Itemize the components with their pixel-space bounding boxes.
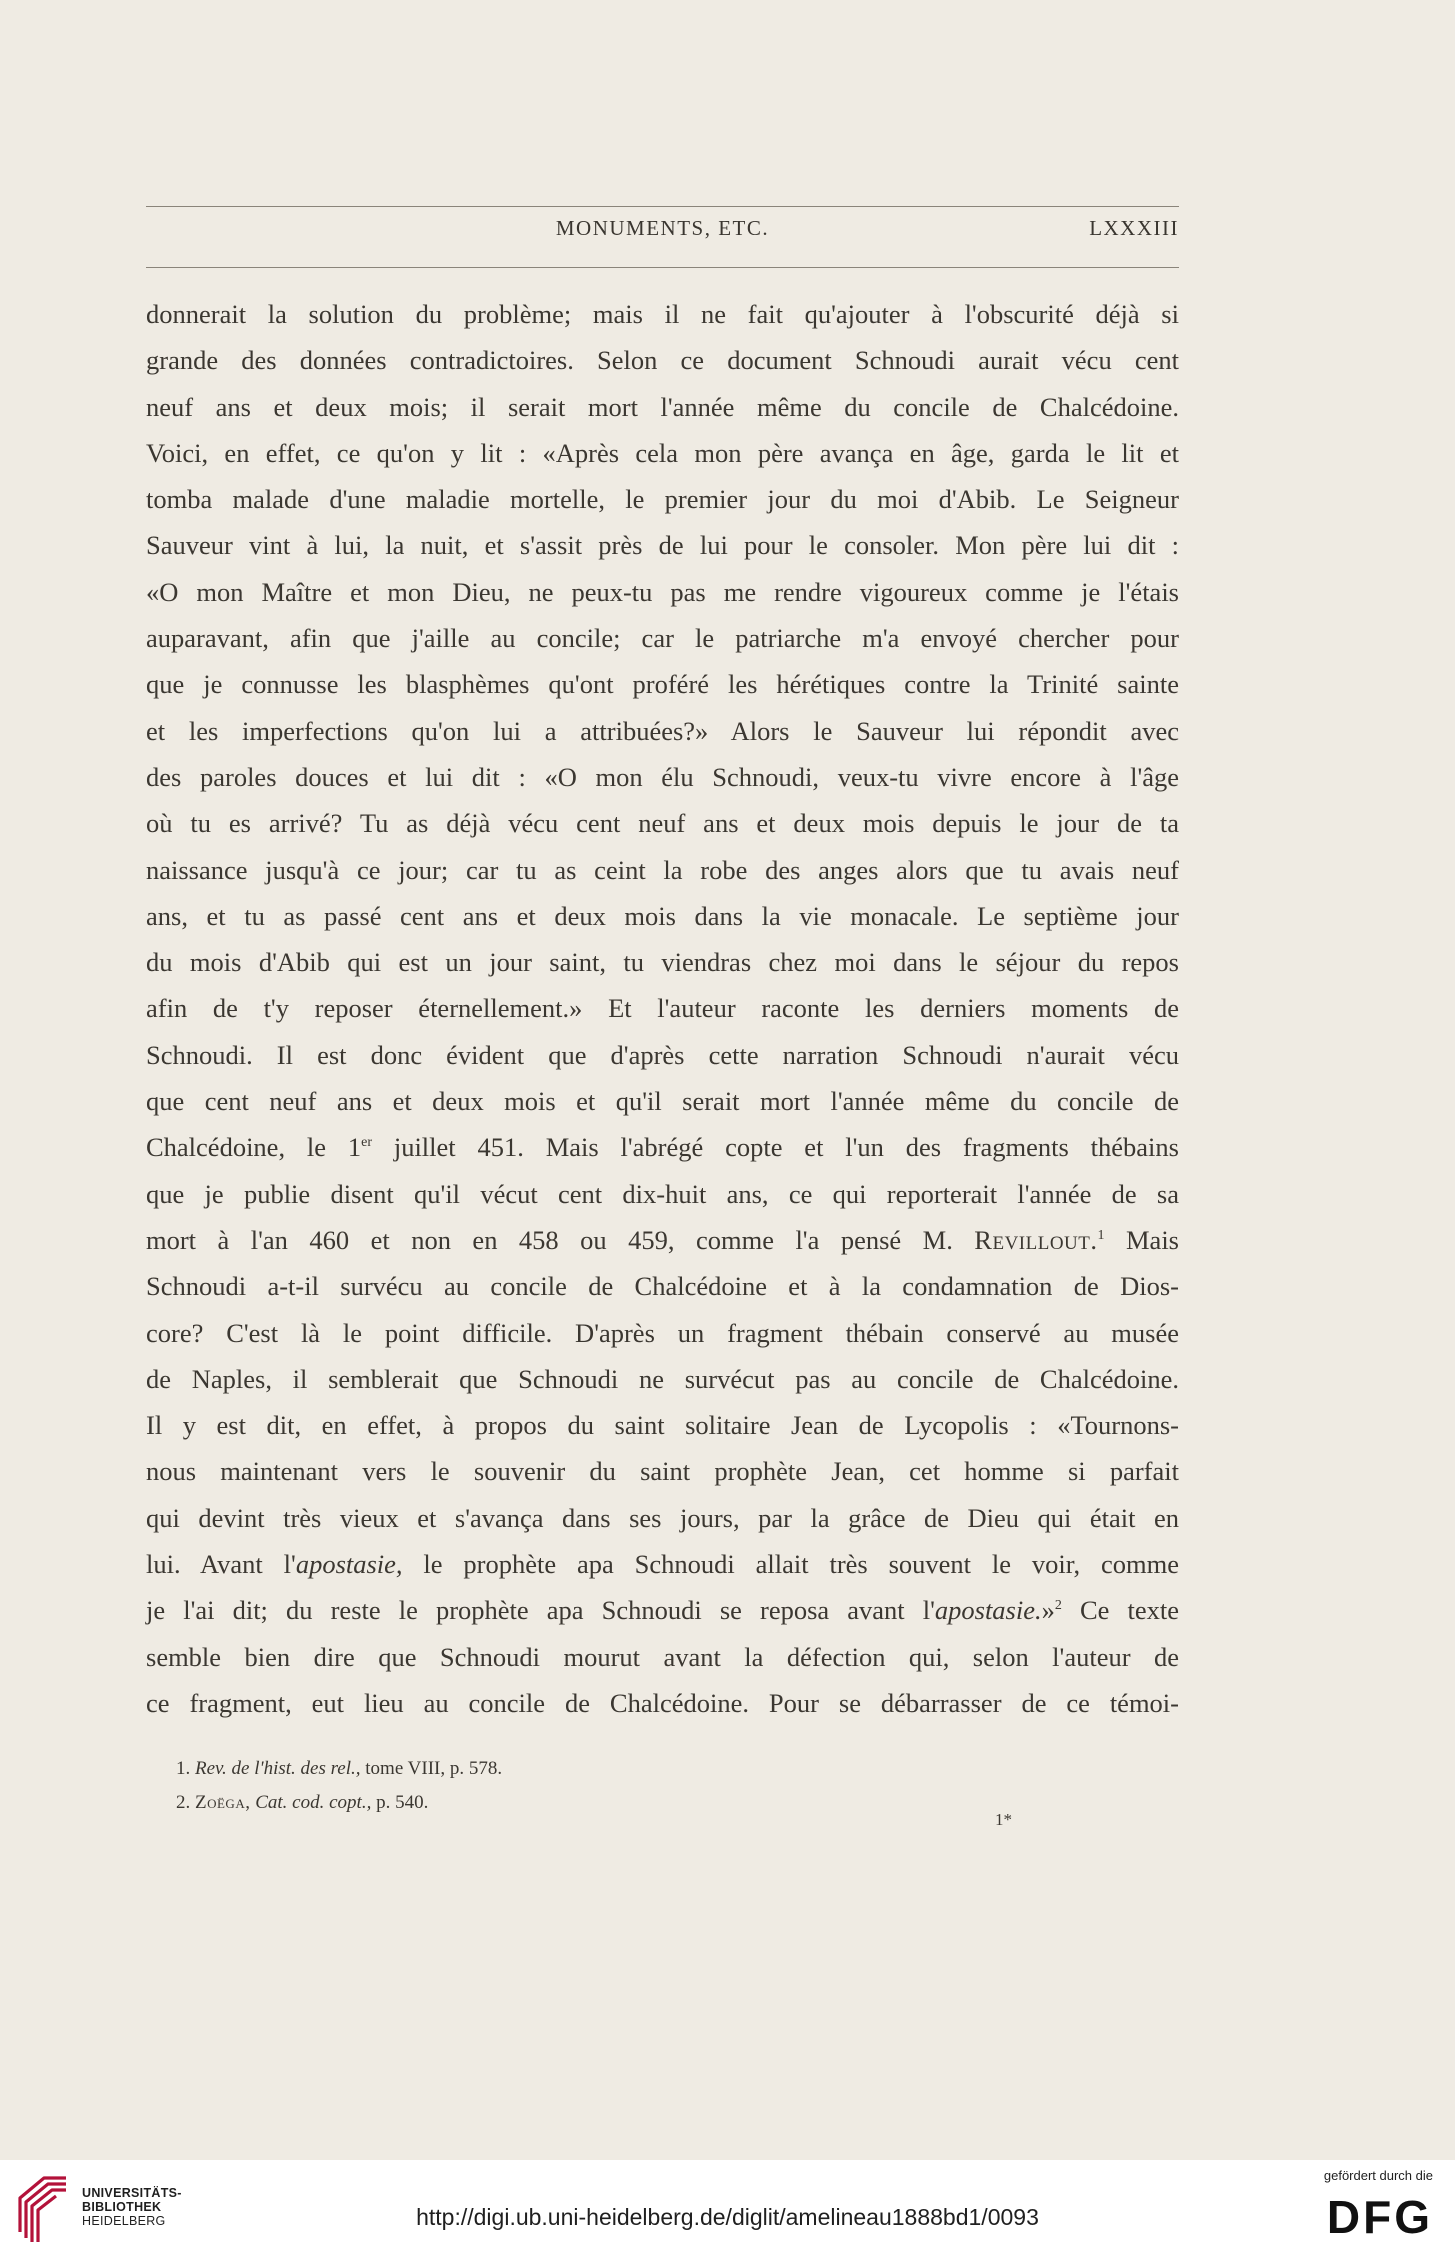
footnote-number: 1. <box>176 1758 195 1779</box>
running-title: MONUMENTS, ETC. <box>555 216 770 240</box>
text-line: grande des données contradictoires. Selon ce document Schnoudi aurait vécu cent <box>146 345 1179 376</box>
text-line: auparavant, afin que j'aille au concile; car le patriarche m'a envoyé chercher pour <box>146 623 1179 654</box>
text-fragment: lui. Avant l' <box>146 1549 296 1580</box>
text-line: Schnoudi. Il est donc évident que d'après cette narration Schnoudi n'aurait vécu <box>146 1039 1179 1070</box>
text-line: que cent neuf ans et deux mois et qu'il serait mort l'année même du concile de <box>146 1086 1179 1117</box>
text-line <box>146 1217 1179 1263</box>
library-name-line: UNIVERSITÄTS- <box>82 2186 182 2200</box>
text-line: Voici, en effet, ce qu'on y lit : «Après cela mon père avança en âge, garda le lit et <box>146 437 1179 468</box>
footnotes <box>176 1752 1176 1820</box>
text-line: des paroles douces et lui dit : «O mon élu Schnoudi, veux-tu vivre encore à l'âge <box>146 761 1179 792</box>
author-name-small-caps: Revillout. <box>974 1224 1098 1255</box>
text-line: que je publie disent qu'il vécut cent dix-huit ans, ce qui reporterait l'année de sa <box>146 1178 1179 1209</box>
text-line: neuf ans et deux mois; il serait mort l'année même du concile de Chalcédoine. <box>146 391 1179 422</box>
text-line: de Naples, il semblerait que Schnoudi ne survécut pas au concile de Chalcédoine. <box>146 1363 1179 1394</box>
library-name-line: BIBLIOTHEK <box>82 2200 162 2214</box>
text-fragment: juillet 451. Mais l'abrégé copte et l'un des fragments thébains <box>372 1132 1179 1163</box>
footnote-ref-1: 1 <box>1097 1228 1105 1244</box>
text-line <box>146 1124 1179 1170</box>
text-line: Sauveur vint à lui, la nuit, et s'assit près de lui pour le consoler. Mon père lui dit : <box>146 530 1179 561</box>
text-line: et les imperfections qu'on lui a attribuées?» Alors le Sauveur lui répondit avec <box>146 715 1179 746</box>
text-line: nous maintenant vers le souvenir du saint prophète Jean, cet homme si parfait <box>146 1456 1179 1487</box>
text-line: que je connusse les blasphèmes qu'ont proféré les hérétiques contre la Trinité sainte <box>146 669 1179 700</box>
closing-quote: » <box>1041 1595 1055 1626</box>
footnote-detail: tome VIII, p. 578. <box>360 1758 503 1779</box>
text-line: tomba malade d'une maladie mortelle, le premier jour du moi d'Abib. Le Seigneur <box>146 484 1179 515</box>
text-line: afin de t'y reposer éternellement.» Et l'auteur raconte les derniers moments de <box>146 993 1179 1024</box>
text-line: ce fragment, eut lieu au concile de Chalcédoine. Pour se débarrasser de ce témoi- <box>146 1687 1179 1718</box>
footnote-author: Zoëga, <box>195 1792 251 1813</box>
text-line: où tu es arrivé? Tu as déjà vécu cent neuf ans et deux mois depuis le jour de ta <box>146 808 1179 839</box>
page-number: LXXXIII <box>1089 216 1179 240</box>
footnote-title: Rev. de l'hist. des rel., <box>195 1758 361 1779</box>
text-fragment: Mais <box>1104 1224 1179 1255</box>
text-line: semble bien dire que Schnoudi mourut avant la défection qui, selon l'auteur de <box>146 1641 1179 1672</box>
text-fragment: mort à l'an 460 et non en 458 ou 459, comme l'a pensé M. <box>146 1224 975 1255</box>
footnote-title: Cat. cod. copt., <box>250 1792 372 1813</box>
text-line <box>146 1587 1179 1633</box>
permalink-url[interactable]: http://digi.ub.uni-heidelberg.de/diglit/amelineau1888bd1/0093 <box>416 2204 1039 2230</box>
text-line: Schnoudi a-t-il survécu au concile de Chalcédoine et à la condamnation de Dios- <box>146 1271 1179 1302</box>
footnote-1 <box>176 1752 1176 1786</box>
text-fragment: le prophète apa Schnoudi allait très souvent le voir, comme <box>402 1549 1179 1580</box>
text-fragment: Chalcédoine, le 1 <box>146 1132 362 1163</box>
text-line: du mois d'Abib qui est un jour saint, tu viendras chez moi dans le séjour du repos <box>146 947 1179 978</box>
text-line: core? C'est là le point difficile. D'après un fragment thébain conservé au musée <box>146 1317 1179 1348</box>
body-text <box>146 291 1179 1726</box>
italic-term: apostasie, <box>295 1549 403 1580</box>
text-line: qui devint très vieux et s'avança dans ses jours, par la grâce de Dieu qui était en <box>146 1502 1179 1533</box>
header-rule-bottom <box>146 267 1179 268</box>
italic-term: apostasie. <box>934 1595 1042 1626</box>
footnote-ref-2: 2 <box>1054 1598 1062 1614</box>
library-name-line: HEIDELBERG <box>82 2214 166 2228</box>
text-line: donnerait la solution du problème; mais il ne fait qu'ajouter à l'obscurité déjà si <box>146 299 1179 329</box>
text-fragment: Ce texte <box>1061 1595 1180 1626</box>
text-fragment: je l'ai dit; du reste le prophète apa Schnoudi se reposa avant l' <box>146 1595 935 1626</box>
text-line: Il y est dit, en effet, à propos du saint solitaire Jean de Lycopolis : «Tournons- <box>146 1410 1179 1441</box>
footnote-2 <box>176 1786 1176 1820</box>
funded-by-label: gefördert durch die <box>1323 2168 1433 2183</box>
text-line: ans, et tu as passé cent ans et deux mois dans la vie monacale. Le septième jour <box>146 900 1179 931</box>
text-line: naissance jusqu'à ce jour; car tu as ceint la robe des anges alors que tu avais neuf <box>146 854 1179 885</box>
footnote-number: 2. <box>176 1792 195 1813</box>
dfg-logo-icon: DFG <box>1326 2191 1433 2243</box>
header-rule-top <box>146 206 1179 207</box>
footnote-detail: p. 540. <box>371 1792 429 1813</box>
text-line: «O mon Maître et mon Dieu, ne peux-tu pas me rendre vigoureux comme je l'étais <box>146 576 1179 607</box>
text-line <box>146 1541 1179 1587</box>
superscript: er <box>361 1135 372 1151</box>
signature-mark: 1* <box>995 1810 1012 1829</box>
